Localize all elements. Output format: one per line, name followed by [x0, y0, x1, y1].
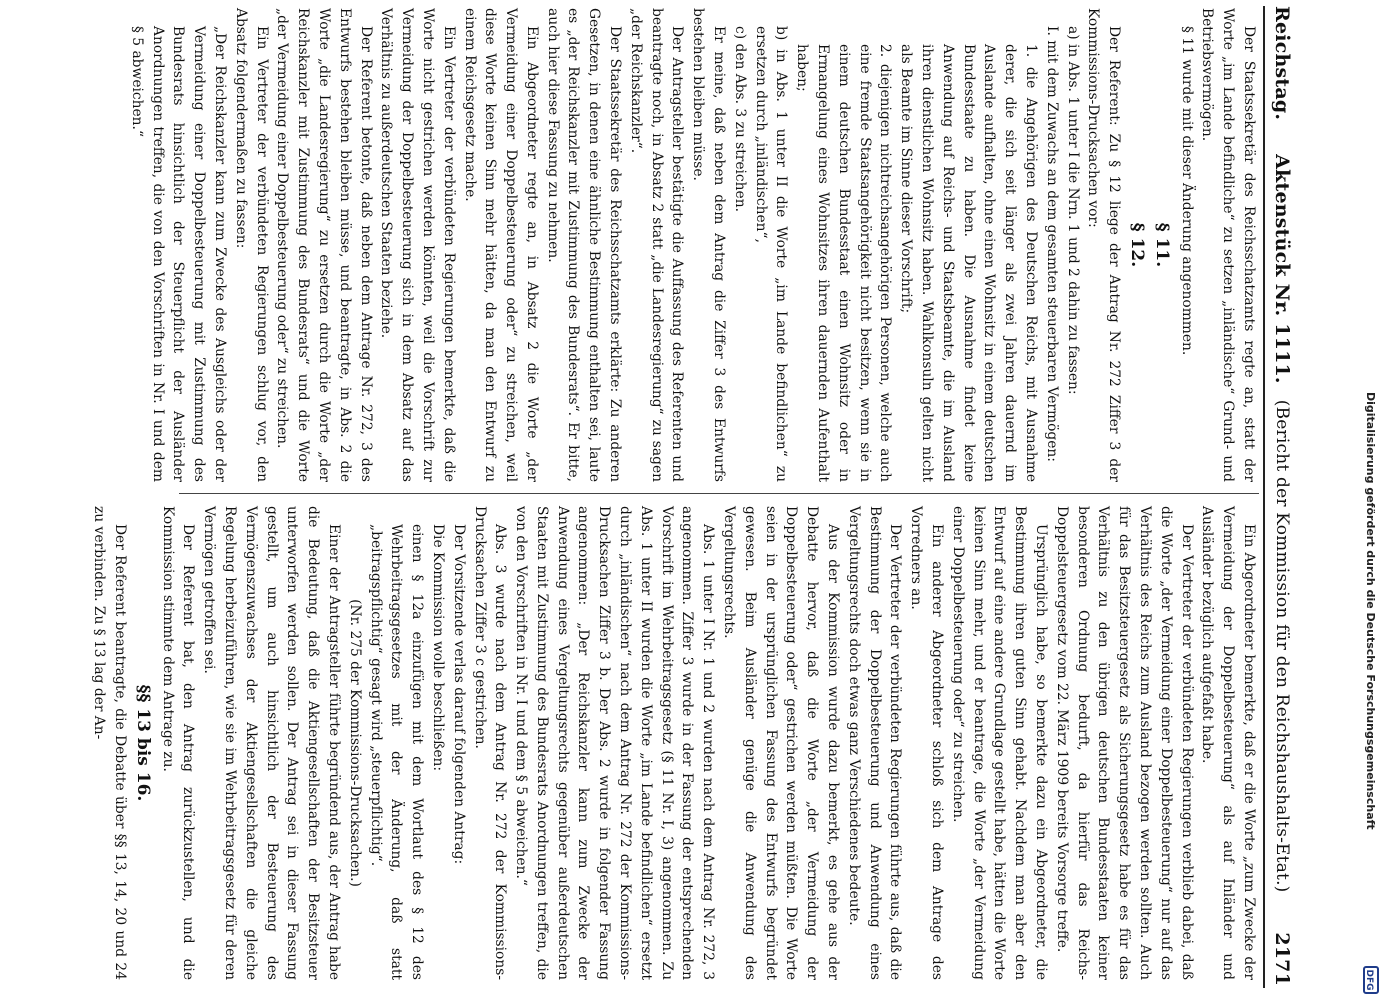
left-intro: Der Staatssekretär des Reichsschatzamts regte an, statt der Worte „im Lande befindliche“ zu setzen „inländische“ Grund- und Betriebsvermögen.	[1199, 8, 1257, 482]
right-para-14: Der Referent bat, den Antrag zurückzustellen, und die Kommission stimmte dem Antrage zu.	[159, 506, 197, 980]
left-para-12: Ein Vertreter der verbündeten Regierungen bemerkte, daß die Worte nicht gestrichen werden könnten, weil die Vorschrift zur Vermeidung der Doppelbesteuerung sich in dem Absatz auf das Verhältnis zu außerdeutschen Staaten beziehe.	[378, 8, 457, 482]
right-para-4: Ein anderer Abgeordneter schloß sich dem Antrage des Vorredners an.	[908, 506, 946, 980]
left-para-6: b) in Abs. 1 unter II die Worte „im Lande befindlichen“ zu ersetzen durch „inländischen“,	[752, 26, 790, 482]
right-para-10: Die Kommission wolle beschließen:	[429, 524, 446, 772]
left-para-11: Ein Abgeordneter regte an, in Absatz 2 die Worte „der Vermeidung einer Doppelbesteuerung oder“ zu streichen, weil diese Worte keinen Sinn mehr hätten, da man den Entwurf zu einem Reichsgesetz mache.	[461, 8, 540, 482]
left-para-9: Der Antragsteller bestätigte die Auffassung des Referenten und beantragte noch, in Absatz 2 statt „die Landesregierung“ zu sagen „der Reichskanzler“.	[627, 8, 686, 482]
left-para-3: I. mit dem Zuwachs an dem gesamten steuerbaren Vermögen:	[1043, 26, 1060, 462]
dfg-logo-icon: DFG	[1363, 966, 1379, 994]
right-para-1: Ein Abgeordneter bemerkte, daß er die Worte „zum Zwecke der Vermeidung der Doppelbesteuerung“ als auf Inländer und Ausländer bezüglich aufgefaßt habe.	[1199, 506, 1257, 980]
left-column	[128, 8, 1259, 482]
left-para-5: 2. diejenigen nichtreichsangehörigen Personen, welche auch eine fremde Staatsangehörigkeit nicht besitzen, wenn sie in einem deutschen Bundesstaat einen Wohnsitz oder in Ermangelung eines Wohnsitzes ihren dauernden Aufenthalt haben;	[794, 44, 894, 482]
header-middle: Aktenstück Nr. 1111.	[1271, 154, 1293, 384]
section-heading-11: § 11.	[1151, 222, 1172, 268]
left-para-8: Er meine, daß neben dem Antrag die Ziffer 3 des Entwurfs bestehen bleiben müsse.	[690, 8, 728, 482]
left-para-14: Ein Vertreter der verbündeten Regierungen schlug vor, den Absatz folgendermaßen zu fassen:	[232, 8, 270, 482]
right-para-6: Aus der Kommission wurde dazu bemerkt, es gehe aus der Debatte hervor, daß die Worte „der Vermeidung der Doppelbesteuerung oder“ gestrichen werden müßten. Die Worte seien in der ursprünglichen Fassung des Entwurfs begründet gewesen. Beim Ausländer genüge die Anwendung des Vergeltungsrechts.	[721, 506, 842, 980]
right-para-13: Einer der Antragsteller führte begründend aus, der Antrag habe die Bedeutung, daß die Aktiengesellschaften der Besitzsteuer unterworfen werden sollen. Der Antrag sei in dieser Fassung gestellt, um auch hinsichtlich der Besteuerung des Vermögenszuwachses der Aktiengesellschaften die gleiche Regelung herbeizuführen, wie sie im Wehrbeitragsgesetz für deren Vermögen getroffen sei.	[201, 506, 342, 980]
right-para-5: Der Vertreter der verbündeten Regierungen führte aus, daß die Bestimmung der Doppelbesteuerung und Anwendung eines Vergeltungsrechts doch etwas ganz Verschiedenes bedeute.	[845, 506, 904, 980]
left-para-1: Der Referent: Zu § 12 liege der Antrag Nr. 272 Ziffer 3 der Kommissions-Drucksachen vor:	[1085, 8, 1123, 482]
header-right: (Bericht der Kommission für den Reichshaushalts-Etat.)	[1272, 399, 1292, 893]
left-para-7: c) den Abs. 3 zu streichen.	[731, 26, 748, 212]
right-para-3: Ursprünglich habe, so bemerkte dazu ein Abgeordneter, die Bestimmung ihren guten Sinn gehabt. Nachdem man aber den Entwurf auf eine andere Grundlage gestellt habe, hätten die Worte keinen Sinn mehr, und er beantrage, die Worte „der Vermeidung einer Doppelbesteuerung oder“ zu streichen.	[949, 506, 1050, 980]
right-para-8: Abs. 3 wurde nach dem Antrag Nr. 272 der Kommissions-Drucksachen Ziffer 3 c gestrichen.	[471, 506, 509, 980]
right-para-9: Der Vorsitzende verlas darauf folgenden Antrag:	[450, 524, 467, 865]
section-heading-12: § 12.	[1127, 222, 1148, 268]
right-para-11: einen § 12a einzufügen mit dem Wortlaut des § 12 des Wehrbeitragsgesetzes mit der Änderung, daß statt „beitragspflichtig“ gesagt wird „steuerpflichtig“.	[367, 524, 426, 980]
right-para-15: Der Referent beantragte, die Debatte über §§ 13, 14, 20 und 24 zu verbinden. Zu § 13 lag der An-	[91, 506, 128, 980]
right-para-2: Der Vertreter der verbündeten Regierungen verblieb dabei, daß die Worte „der Vermeidung einer Doppelbesteuerung“ nur auf das Verhältnis des Reichs zum Ausland bezogen werden sollten. Auch für das Besitzsteuergesetz als Sicherungsgesetz habe es für das Verhältnis zu den übrigen deutschen Bundesstaaten keiner besonderen Ordnung bedurft, da hierfür das Reichs-Doppelsteuergesetz vom 22. März 1909 bereits Vorsorge treffe.	[1053, 506, 1195, 980]
left-para-10: Der Staatssekretär des Reichsschatzamts erklärte: Zu anderen Gesetzen, in denen eine ähnliche Bestimmung enthalten sei, laute es „der Reichskanzler mit Zustimmung des Bundesrats“. Er bitte, auch hier diese Fassung zu nehmen.	[544, 8, 624, 482]
left-para-2: a) in Abs. 1 unter I die Nrn. 1 und 2 dahin zu fassen:	[1064, 26, 1081, 395]
funding-note: Digitalisierung gefördert durch die Deutsche Forschungsgemeinschaft	[1364, 392, 1377, 830]
left-para-15: „Der Reichskanzler kann zum Zwecke des Ausgleichs oder der Vermeidung einer Doppelbesteuerung mit Zustimmung des Bundesrats hinsichtlich der Steuerpflicht der Ausländer Anordnungen treffen, die von den Vorschriften in Nr. I und dem § 5 abweichen.“	[128, 26, 228, 482]
left-intro-2: § 11 wurde mit dieser Änderung angenommen.	[1178, 26, 1195, 356]
header-rule	[1263, 6, 1265, 988]
funding-sidebar	[1363, 0, 1377, 1000]
section-heading-13-16: §§ 13 bis 16.	[132, 684, 153, 802]
right-para-7: Abs. 1 unter I Nr. 1 und 2 wurden nach dem Antrag Nr. 272, 3 angenommen. Ziffer 3 wurde in der Fassung der entsprechenden Vorschrift im Wehrbeitragsgesetz (§ 11 Nr. I, 3) angenommen. Zu Abs. 1 unter II wurden die Worte „im Lande befindlichen“ ersetzt durch „inländischen“ nach dem Antrag Nr. 272 der Kommissions-Drucksachen Ziffer 3 b. Der Abs. 2 wurde in folgender Fassung angenommen: „Der Reichskanzler kann zum Zwecke der Anwendung eines Vergeltungsrechts gegenüber außerdeutschen Staaten mit Zustimmung des Bundesrats Anordnungen treffen, die von den Vorschriften in Nr. I und dem § 5 abweichen.“	[513, 506, 717, 980]
column-divider	[179, 493, 1259, 494]
header-left: Reichstag.	[1271, 6, 1293, 121]
left-para-13: Der Referent betonte, daß neben dem Antrage Nr. 272, 3 des Entwurfs bestehen bleiben müsse, und beantragte, in Abs. 2 die Worte „die Landesregierung“ zu ersetzen durch die Worte „der Reichskanzler mit Zustimmung des Bundesrats“ und die Worte „der Vermeidung einer Doppelbesteuerung oder“ zu streichen.	[274, 8, 374, 482]
right-para-12: (Nr. 275 der Kommissions-Drucksachen.)	[346, 599, 363, 887]
right-column	[91, 506, 1259, 980]
page-number: 2171	[1271, 932, 1293, 986]
running-header	[1267, 6, 1297, 986]
left-para-4: 1. die Angehörigen des Deutschen Reichs, mit Ausnahme derer, die sich seit länger als zwei Jahren dauernd im Auslande aufhalten, ohne einen Wohnsitz in einem deutschen Bundesstaate zu haben. Die Ausnahme findet keine Anwendung auf Reichs- und Staatsbeamte, die im Ausland ihren dienstlichen Wohnsitz haben. Wahlkonsuln gelten nicht als Beamte im Sinne dieser Vorschrift;	[898, 44, 1040, 482]
